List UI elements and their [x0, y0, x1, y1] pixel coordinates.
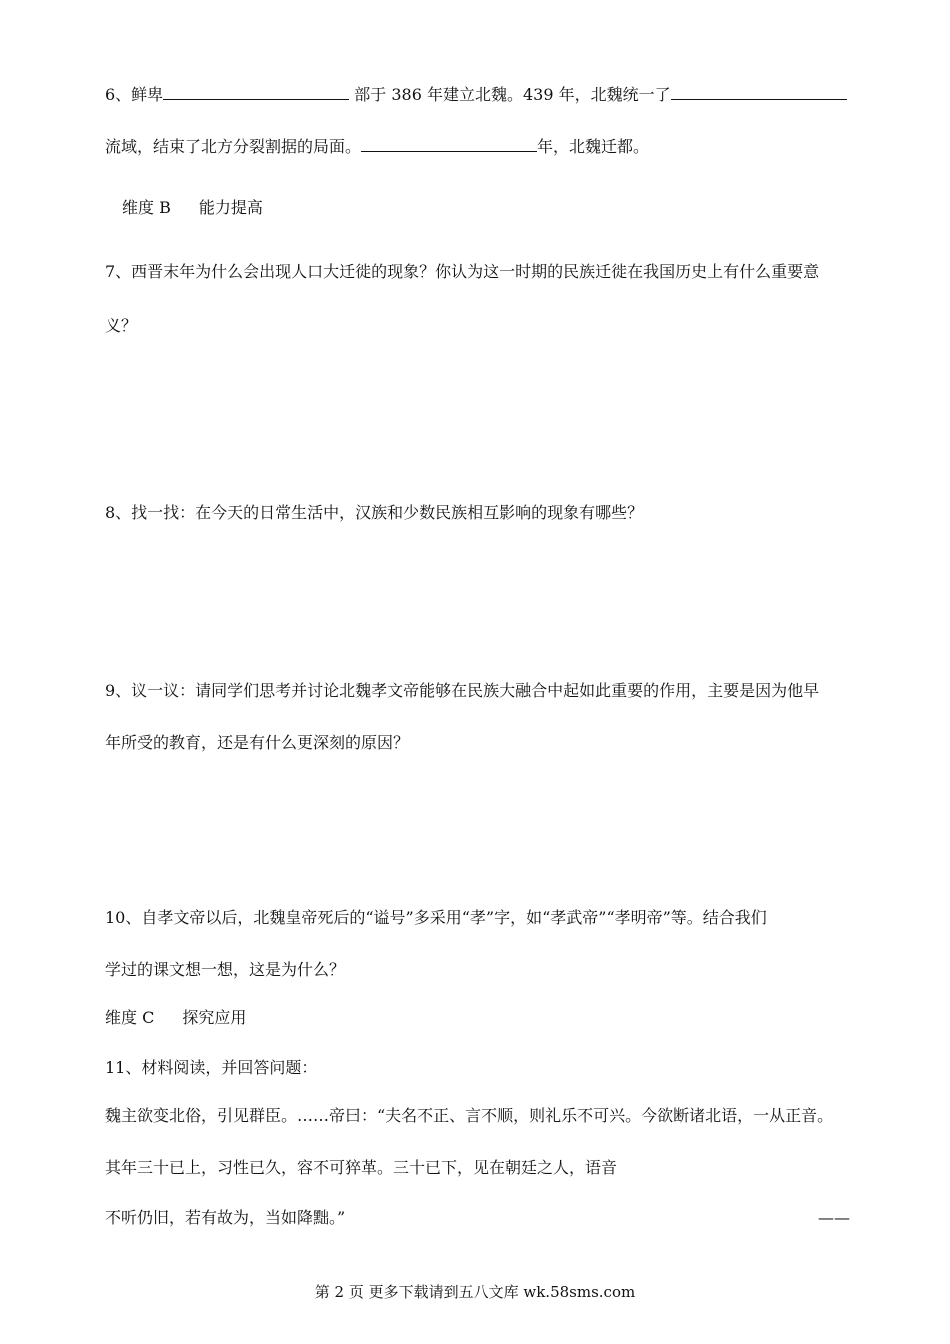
material-source-dash: —— — [818, 1208, 850, 1227]
material-line-1: 魏主欲变北俗，引见群臣。……帝曰：“夫名不正、言不顺，则礼乐不可兴。今欲断诸北语，一从正音。 — [105, 1106, 834, 1125]
question-10-line-1: 10、自孝文帝以后，北魏皇帝死后的“谥号”多采用“孝”字，如“孝武帝”“孝明帝”等。结合我们 — [105, 908, 767, 927]
dimension-b-heading — [122, 198, 263, 218]
answer-blank-1[interactable] — [163, 84, 349, 100]
question-7-line-2: 义？ — [105, 316, 138, 335]
answer-blank-2[interactable] — [671, 84, 847, 100]
question-11-title: 11、材料阅读，并回答问题： — [105, 1058, 318, 1077]
dimension-b-title: 能力提高 — [198, 198, 263, 217]
question-8-line-1: 8、找一找：在今天的日常生活中，汉族和少数民族相互影响的现象有哪些？ — [105, 503, 644, 522]
page-footer: 第 2 页 更多下载请到五八文库 wk.58sms.com — [314, 1283, 636, 1301]
q6-text-b: 部于 386 年建立北魏。439 年，北魏统一了 — [349, 85, 671, 104]
dimension-c-title: 探究应用 — [182, 1008, 247, 1027]
question-7-line-1: 7、西晋末年为什么会出现人口大迁徙的现象？你认为这一时期的民族迁徙在我国历史上有什么重要意 — [105, 262, 820, 281]
q6-text-d: 年，北魏迁都。 — [537, 137, 650, 156]
dimension-c-heading — [105, 1008, 246, 1028]
question-10-line-2: 学过的课文想一想，这是为什么？ — [105, 960, 346, 979]
dimension-b-label: 维度 B — [122, 198, 171, 217]
material-line-2: 其年三十已上，习性已久，容不可猝革。三十已下，见在朝廷之人，语音 — [105, 1158, 618, 1177]
answer-blank-3[interactable] — [361, 136, 537, 152]
question-6-line-2 — [105, 136, 649, 157]
question-9-line-1: 9、议一议：请同学们思考并讨论北魏孝文帝能够在民族大融合中起如此重要的作用，主要是因为他早 — [105, 681, 820, 700]
dimension-c-label: 维度 C — [105, 1008, 155, 1027]
question-9-line-2: 年所受的教育，还是有什么更深刻的原因？ — [105, 733, 410, 752]
question-6-line-1 — [105, 84, 847, 105]
material-line-3: 不听仍旧，若有故为，当如降黜。” — [105, 1208, 346, 1227]
q6-text-c: 流域，结束了北方分裂割据的局面。 — [105, 137, 362, 156]
q6-text-a: 6、鲜卑 — [105, 85, 164, 104]
